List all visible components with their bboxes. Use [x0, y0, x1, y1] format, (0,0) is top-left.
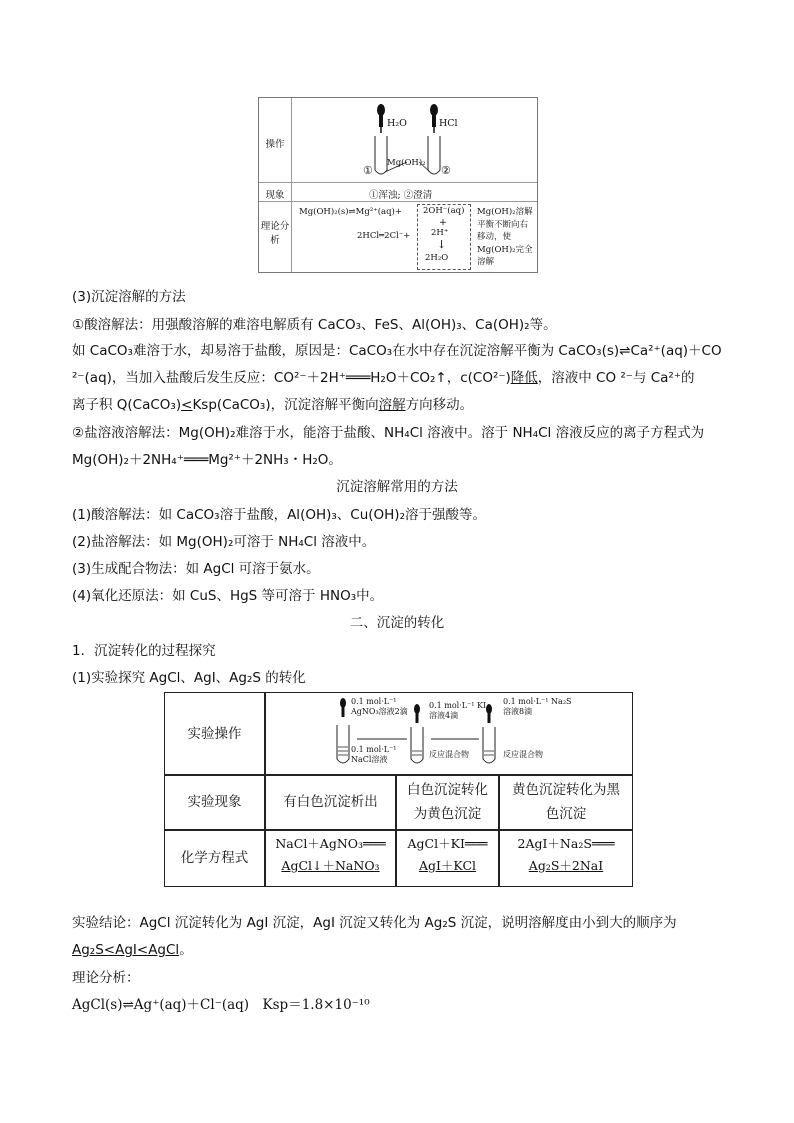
equation-2 — [397, 833, 498, 877]
mgoh2-table — [258, 97, 538, 273]
method-4: (4)氧化还原法：如 CuS、HgS 等可溶于 HNO₃中。 — [72, 588, 384, 604]
theory-title: 理论分析： — [72, 970, 140, 986]
tube-2-icon — [411, 727, 423, 763]
equilibrium-eq: Mg(OH)₂(s)⇌Mg²⁺(aq)+ — [299, 207, 402, 217]
precipitate-label: Mg(OH)₂ — [387, 158, 426, 168]
conclusion-end: 。 — [179, 942, 193, 958]
reagent-ki: 0.1 mol·L⁻¹ KI溶液4滴 — [429, 701, 487, 720]
phenomenon-text: ①浑浊; ②澄清 — [369, 190, 433, 201]
equation-3-b: Ag₂S＋2NaI — [528, 858, 604, 873]
reagent-hcl: HCl — [439, 118, 458, 129]
reagent-h2o: H₂O — [387, 118, 407, 129]
answer-decrease: 降低 — [510, 370, 538, 386]
caco3-line-3a: 离子积 Q(CaCO₃) — [72, 397, 182, 413]
down-arrow-icon: ↓ — [437, 238, 447, 251]
common-methods-title: 沉淀溶解常用的方法 — [336, 479, 458, 495]
row-label-theory: 理论分析 — [260, 221, 290, 246]
conclusion-line-2 — [72, 938, 193, 958]
row-divider — [259, 182, 537, 183]
row-label-phenomenon: 现象 — [265, 190, 285, 201]
dropper-1-icon — [340, 698, 346, 717]
answer-less-than: < — [181, 397, 193, 413]
section-2-title: 二、沉淀的转化 — [349, 615, 445, 631]
caco3-line-2 — [72, 366, 694, 386]
equation-2-b: AgI＋KCl — [418, 858, 477, 873]
caco3-line-3b: Ksp(CaCO₃)，沉淀溶解平衡向 — [192, 397, 379, 413]
salt-line-2: Mg(OH)₂＋2NH₄⁺═══Mg²⁺＋2NH₃・H₂O。 — [72, 452, 342, 468]
caco3-line-2b: ，溶液中 CO ²⁻与 Ca²⁺的 — [537, 370, 695, 386]
hcl-eq: 2HCl═2Cl⁻+ — [357, 231, 411, 241]
mixture-2: 反应混合物 — [503, 750, 543, 759]
tube-label-1: ① — [363, 164, 373, 177]
phen-3: 黄色沉淀转化为黑色沉淀 — [512, 782, 620, 822]
method-2: (2)盐溶解法：如 Mg(OH)₂可溶于 NH₄Cl 溶液中。 — [72, 534, 376, 550]
row-label-operation: 操作 — [265, 139, 285, 150]
op-label: 实验操作 — [187, 725, 242, 742]
section-3-title: (3)沉淀溶解的方法 — [72, 289, 186, 305]
tube-1-icon — [337, 725, 349, 763]
eq-label: 化学方程式 — [180, 850, 249, 866]
equation-1-b: AgCl↓＋NaNO₃ — [281, 858, 380, 873]
caco3-line-3 — [72, 393, 473, 413]
test-tube-right-icon — [428, 136, 440, 174]
tube-3-icon — [483, 727, 495, 763]
equation-1-a: NaCl＋AgNO₃═══ — [275, 836, 386, 851]
experiment-subtitle: (1)实验探究 AgCl、AgI、Ag₂S 的转化 — [72, 670, 306, 686]
caco3-line-3c: 方向移动。 — [405, 397, 474, 413]
phen-1: 有白色沉淀析出 — [283, 794, 378, 810]
agcl-conversion-table — [164, 692, 633, 887]
answer-dissolve: 溶解 — [378, 397, 406, 413]
mixture-1: 反应混合物 — [429, 750, 469, 759]
equation-1 — [266, 833, 395, 877]
test-tube-left-icon — [375, 136, 387, 174]
box-oh: 2OH⁻(aq) — [423, 206, 465, 216]
equation-3-a: 2AgI＋Na₂S═══ — [517, 836, 615, 851]
phen-label: 实验现象 — [187, 794, 242, 810]
conclusion-line-1: 实验结论：AgCl 沉淀转化为 AgI 沉淀，AgI 沉淀又转化为 Ag₂S 沉淀，说明溶解度由小到大的顺序为 — [72, 915, 677, 931]
method-1: (1)酸溶解法：如 CaCO₃溶于盐酸，Al(OH)₃、Cu(OH)₂溶于强酸等。 — [72, 507, 486, 523]
dropper-left-icon — [377, 104, 385, 133]
solubility-order: Ag₂S<AgI<AgCl — [72, 942, 180, 958]
row-divider — [259, 201, 537, 202]
salt-line-1: ②盐溶液溶解法：Mg(OH)₂难溶于水，能溶于盐酸、NH₄Cl 溶液中。溶于 NH₄Cl 溶液反应的离子方程式为 — [72, 425, 705, 441]
theory-equation: AgCl(s)⇌Ag⁺(aq)＋Cl⁻(aq) Ksp＝1.8×10⁻¹⁰ — [72, 997, 370, 1013]
box-plus: + — [439, 217, 447, 228]
acid-method: ①酸溶解法：用强酸溶解的难溶电解质有 CaCO₃、FeS、Al(OH)₃、Ca(OH)₂等。 — [72, 317, 557, 333]
table-divider — [291, 98, 292, 272]
box-h: 2H⁺ — [431, 228, 449, 238]
reagent-agno3: 0.1 mol·L⁻¹ AgNO₃溶液2滴 — [351, 697, 408, 716]
phen-2: 白色沉淀转化为黄色沉淀 — [407, 782, 488, 822]
equation-2-a: AgCl＋KI═══ — [407, 836, 488, 851]
theory-conclusion: Mg(OH)₂溶解平衡不断向右移动，使Mg(OH)₂完全溶解 — [477, 207, 533, 267]
tube-base-nacl: 0.1 mol·L⁻¹ NaCl溶液 — [351, 745, 397, 764]
equation-3 — [500, 833, 632, 877]
tube-label-2: ② — [441, 164, 451, 177]
box-water: 2H₂O — [425, 253, 449, 263]
method-3: (3)生成配合物法：如 AgCl 可溶于氨水。 — [72, 561, 320, 577]
reagent-na2s: 0.1 mol·L⁻¹ Na₂S溶液8滴 — [503, 697, 572, 716]
caco3-line-1: 如 CaCO₃难溶于水，却易溶于盐酸，原因是：CaCO₃在水中存在沉淀溶解平衡为 CaCO₃(s)⇌Ca²⁺(aq)＋CO — [72, 343, 722, 359]
caco3-line-2a: ²⁻(aq)，当加入盐酸后发生反应：CO²⁻＋2H⁺═══H₂O＋CO₂↑，c(CO²⁻) — [72, 370, 511, 386]
subsection-1-title: 1．沉淀转化的过程探究 — [72, 643, 216, 659]
dropper-tube-diagram — [299, 100, 499, 180]
dropper-right-icon — [430, 104, 438, 133]
